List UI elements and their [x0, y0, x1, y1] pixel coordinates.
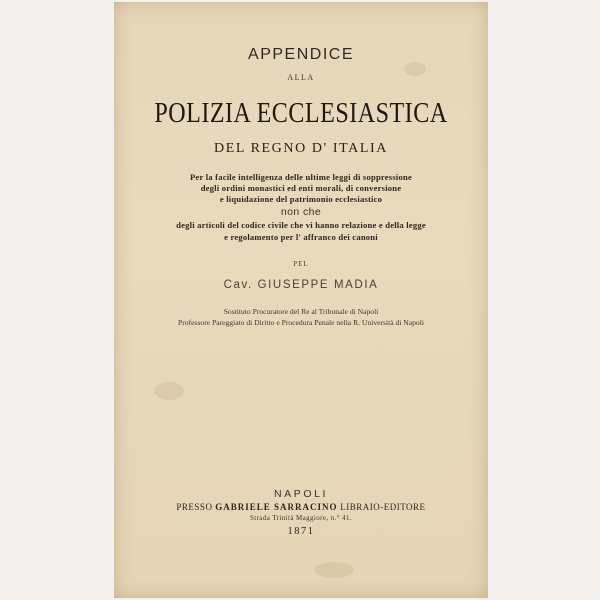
- author-role: Professore Pareggiato di Diritto e Procedura Penale nella R. Università di Napoli: [178, 318, 424, 327]
- author-name: Cav. GIUSEPPE MADIA: [223, 279, 379, 291]
- imprint-year: 1871: [287, 526, 315, 537]
- by-label: PEL: [293, 260, 309, 268]
- main-title: POLIZIA ECCLESIASTICA: [154, 97, 448, 129]
- title-connector: ALLA: [287, 73, 315, 82]
- book-title-page: [114, 2, 488, 598]
- description-line: e regolamento per l' affranco dei canoni: [224, 232, 378, 242]
- publisher-name: GABRIELE SARRACINO: [215, 502, 338, 512]
- imprint-publisher: [114, 502, 488, 512]
- imprint-city: NAPOLI: [273, 488, 329, 500]
- paper-stain: [154, 382, 184, 400]
- description-line: degli ordini monastici ed enti morali, di conversione: [200, 183, 402, 193]
- description-line: e liquidazione del patrimonio ecclesiastico: [219, 194, 383, 204]
- author-role: Sostituto Procuratore del Re al Tribunale di Napoli: [223, 307, 379, 316]
- description-line: degli articoli del codice civile che vi hanno relazione e della legge: [176, 220, 426, 230]
- description-line: Per la facile intelligenza delle ultime leggi di soppressione: [190, 172, 412, 182]
- imprint-presso: PRESSO: [176, 502, 213, 512]
- non-che-connector: non che: [280, 206, 322, 218]
- publisher-role: LIBRAIO-EDITORE: [340, 502, 426, 512]
- paper-stain: [314, 562, 354, 578]
- title-appendice: APPENDICE: [248, 46, 354, 63]
- imprint-address: Strada Trinità Maggiore, n.° 41.: [249, 514, 353, 522]
- subtitle: DEL REGNO D' ITALIA: [214, 141, 388, 156]
